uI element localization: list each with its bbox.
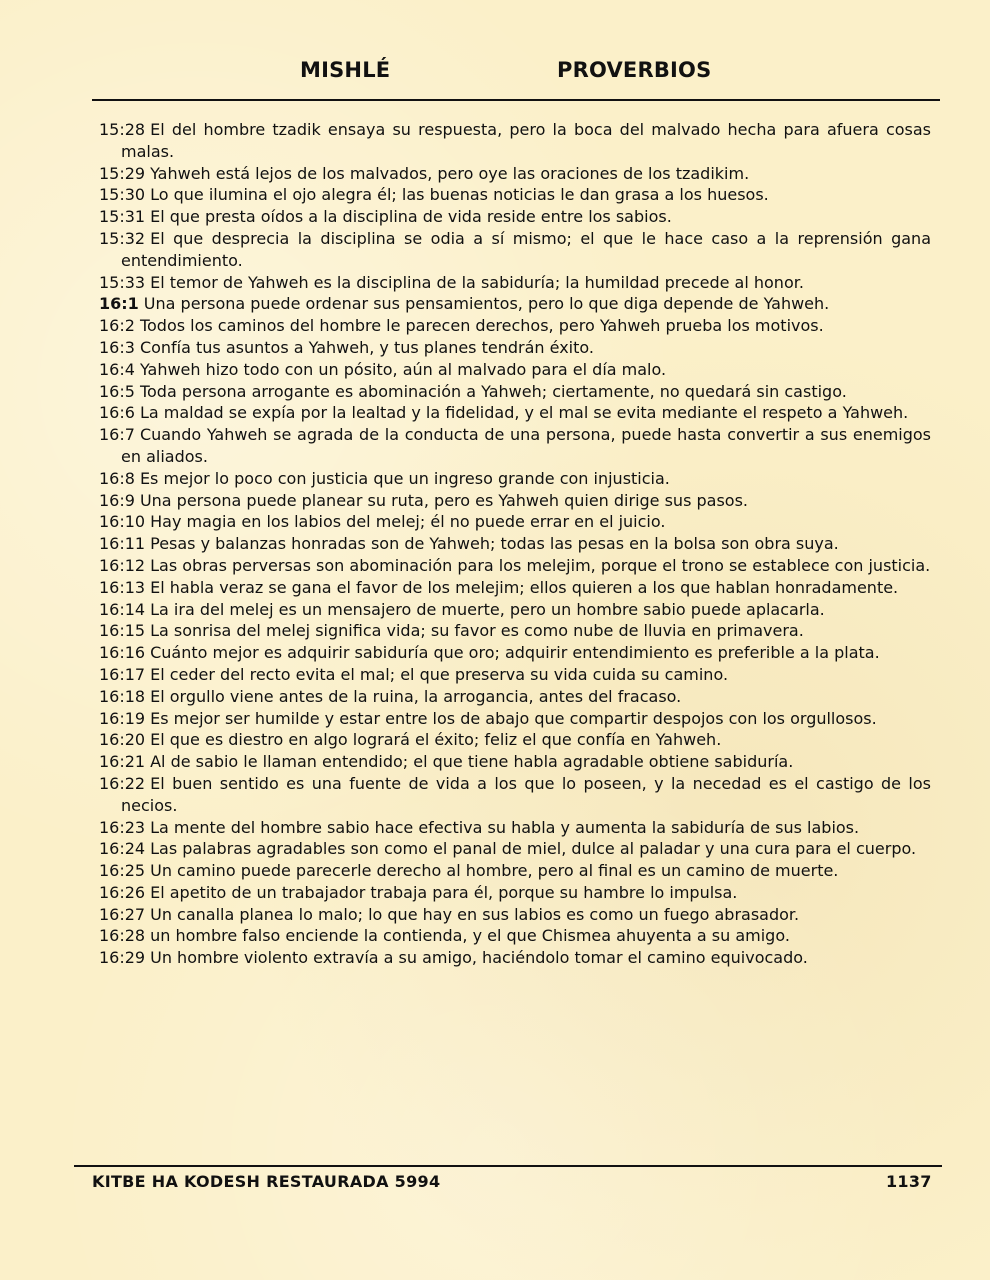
verse-text: Hay magia en los labios del melej; él no puede errar en el juicio. — [150, 512, 666, 532]
verse-reference: 16:4 — [99, 359, 135, 379]
verse-item — [99, 424, 931, 468]
verse-reference: 16:14 — [99, 599, 146, 619]
verse-item — [99, 904, 931, 926]
verse-reference: 16:17 — [99, 664, 146, 684]
verse-item — [99, 272, 931, 294]
verse-reference: 16:20 — [99, 730, 146, 750]
verse-reference: 15:30 — [99, 185, 146, 205]
verse-item — [99, 468, 931, 490]
verse-reference: 16:28 — [99, 926, 146, 946]
page-header — [0, 58, 990, 92]
verse-text: El buen sentido es una fuente de vida a los que lo poseen, y la necedad es el castigo de los necios. — [121, 773, 931, 815]
verse-item — [99, 533, 931, 555]
verse-item — [99, 402, 931, 424]
verse-item — [99, 664, 931, 686]
verse-reference: 16:9 — [99, 490, 135, 510]
verse-text: Pesas y balanzas honradas son de Yahweh; todas las pesas en la bolsa son obra suya. — [150, 534, 839, 554]
verse-text: Es mejor lo poco con justicia que un ingreso grande con injusticia. — [139, 468, 670, 488]
verse-text: Cuánto mejor es adquirir sabiduría que oro; adquirir entendimiento es preferible a la plata. — [150, 643, 880, 663]
verse-item — [99, 206, 931, 228]
verse-reference: 16:29 — [99, 948, 146, 968]
verse-reference: 16:13 — [99, 577, 146, 597]
verse-reference: 16:10 — [99, 512, 146, 532]
verse-item — [99, 293, 931, 315]
verse-reference: 16:5 — [99, 381, 135, 401]
verse-reference: 16:22 — [99, 773, 146, 793]
verse-text: Una persona puede planear su ruta, pero es Yahweh quien dirige sus pasos. — [139, 490, 748, 510]
verse-text: El habla veraz se gana el favor de los melejim; ellos quieren a los que hablan honradamente. — [150, 577, 899, 597]
verse-text: Cuando Yahweh se agrada de la conducta de una persona, puede hasta convertir a sus enemigos en aliados. — [121, 425, 931, 466]
verse-reference: 16:24 — [99, 839, 146, 859]
verse-item — [99, 337, 931, 359]
verse-text: Yahweh hizo todo con un pósito, aún al malvado para el día malo. — [139, 359, 667, 379]
verse-item — [99, 599, 931, 621]
verse-reference: 16:23 — [99, 817, 146, 837]
verse-item — [99, 708, 931, 730]
header-divider — [92, 99, 940, 101]
verse-item — [99, 686, 931, 708]
verse-reference: 16:19 — [99, 708, 146, 728]
verse-reference: 16:6 — [99, 403, 135, 423]
verse-item — [99, 773, 931, 817]
verse-list — [99, 119, 931, 969]
verse-text: Un hombre violento extravía a su amigo, haciéndolo tomar el camino equivocado. — [150, 948, 808, 968]
verse-text: Todos los caminos del hombre le parecen derechos, pero Yahweh prueba los motivos. — [139, 316, 824, 336]
verse-text: Yahweh está lejos de los malvados, pero oye las oraciones de los tzadikim. — [150, 163, 750, 183]
verse-item — [99, 925, 931, 947]
verse-text: Confía tus asuntos a Yahweh, y tus planes tendrán éxito. — [139, 337, 594, 357]
verse-text: El ceder del recto evita el mal; el que preserva su vida cuida su camino. — [150, 664, 729, 684]
verse-item — [99, 620, 931, 642]
verse-reference: 16:18 — [99, 686, 146, 706]
verse-text: Al de sabio le llaman entendido; el que tiene habla agradable obtiene sabiduría. — [150, 752, 794, 772]
verse-item — [99, 947, 931, 969]
verse-item — [99, 359, 931, 381]
verse-item — [99, 882, 931, 904]
verse-item — [99, 577, 931, 599]
verse-text: Las palabras agradables son como el panal de miel, dulce al paladar y una cura para el cuerpo. — [150, 839, 917, 859]
verse-item — [99, 860, 931, 882]
verse-reference: 16:15 — [99, 621, 146, 641]
verse-item — [99, 381, 931, 403]
verse-item — [99, 315, 931, 337]
verse-reference: 16:1 — [99, 294, 139, 314]
verse-text: El orgullo viene antes de la ruina, la arrogancia, antes del fracaso. — [150, 686, 682, 706]
verse-text: El temor de Yahweh es la disciplina de la sabiduría; la humildad precede al honor. — [150, 272, 804, 292]
verse-item — [99, 163, 931, 185]
verse-reference: 16:12 — [99, 555, 146, 575]
verse-text: La mente del hombre sabio hace efectiva su habla y aumenta la sabiduría de sus labios. — [150, 817, 860, 837]
verse-reference: 16:25 — [99, 861, 146, 881]
footer-page-number: 1137 — [886, 1172, 932, 1191]
verse-text: La maldad se expía por la lealtad y la fidelidad, y el mal se evita mediante el respeto a Yahweh. — [139, 403, 909, 423]
verse-text: Un canalla planea lo malo; lo que hay en sus labios es como un fuego abrasador. — [150, 904, 800, 924]
verse-reference: 16:11 — [99, 534, 146, 554]
footer-book-title: KITBE HA KODESH RESTAURADA 5994 — [92, 1172, 441, 1191]
header-spanish-title: PROVERBIOS — [557, 58, 712, 82]
verse-item — [99, 184, 931, 206]
verse-item — [99, 642, 931, 664]
header-hebrew-title: MISHLÉ — [300, 58, 391, 82]
verse-item — [99, 838, 931, 860]
verse-item — [99, 490, 931, 512]
verse-reference: 16:16 — [99, 643, 146, 663]
verse-reference: 15:28 — [99, 120, 146, 139]
verse-item — [99, 228, 931, 272]
verse-reference: 16:2 — [99, 316, 135, 336]
verse-text: Una persona puede ordenar sus pensamientos, pero lo que diga depende de Yahweh. — [143, 294, 830, 314]
verse-item — [99, 751, 931, 773]
footer-divider — [74, 1165, 942, 1167]
verse-reference: 15:33 — [99, 272, 146, 292]
verse-text: El que presta oídos a la disciplina de vida reside entre los sabios. — [150, 207, 672, 227]
verse-text: El que desprecia la disciplina se odia a sí mismo; el que le hace caso a la reprensión gana entendimiento. — [121, 228, 931, 270]
verse-item — [99, 511, 931, 533]
verse-text: El apetito de un trabajador trabaja para él, porque su hambre lo impulsa. — [150, 882, 738, 902]
verse-reference: 15:29 — [99, 163, 146, 183]
verse-reference: 15:32 — [99, 228, 146, 248]
verse-text: Es mejor ser humilde y estar entre los de abajo que compartir despojos con los orgullosos. — [150, 708, 877, 728]
verse-text: El del hombre tzadik ensaya su respuesta, pero la boca del malvado hecha para afuera cosas malas. — [121, 120, 931, 161]
verse-item — [99, 729, 931, 751]
verse-text: Toda persona arrogante es abominación a Yahweh; ciertamente, no quedará sin castigo. — [139, 381, 847, 401]
verse-text: Las obras perversas son abominación para los melejim, porque el trono se establece con justicia. — [150, 555, 931, 575]
verse-reference: 15:31 — [99, 207, 146, 227]
verse-text: Un camino puede parecerle derecho al hombre, pero al final es un camino de muerte. — [150, 861, 839, 881]
verse-text: El que es diestro en algo logrará el éxito; feliz el que confía en Yahweh. — [150, 730, 722, 750]
verse-text: La ira del melej es un mensajero de muerte, pero un hombre sabio puede aplacarla. — [150, 599, 825, 619]
verse-reference: 16:3 — [99, 337, 135, 357]
verse-item — [99, 119, 931, 163]
verse-reference: 16:21 — [99, 752, 146, 772]
verse-text: La sonrisa del melej significa vida; su favor es como nube de lluvia en primavera. — [150, 621, 804, 641]
verse-reference: 16:27 — [99, 904, 146, 924]
verse-item — [99, 555, 931, 577]
verse-reference: 16:7 — [99, 425, 135, 445]
verse-text: Lo que ilumina el ojo alegra él; las buenas noticias le dan grasa a los huesos. — [150, 185, 769, 205]
verse-reference: 16:8 — [99, 468, 135, 488]
verse-reference: 16:26 — [99, 882, 146, 902]
verse-item — [99, 817, 931, 839]
verse-text: un hombre falso enciende la contienda, y el que Chismea ahuyenta a su amigo. — [150, 926, 790, 946]
